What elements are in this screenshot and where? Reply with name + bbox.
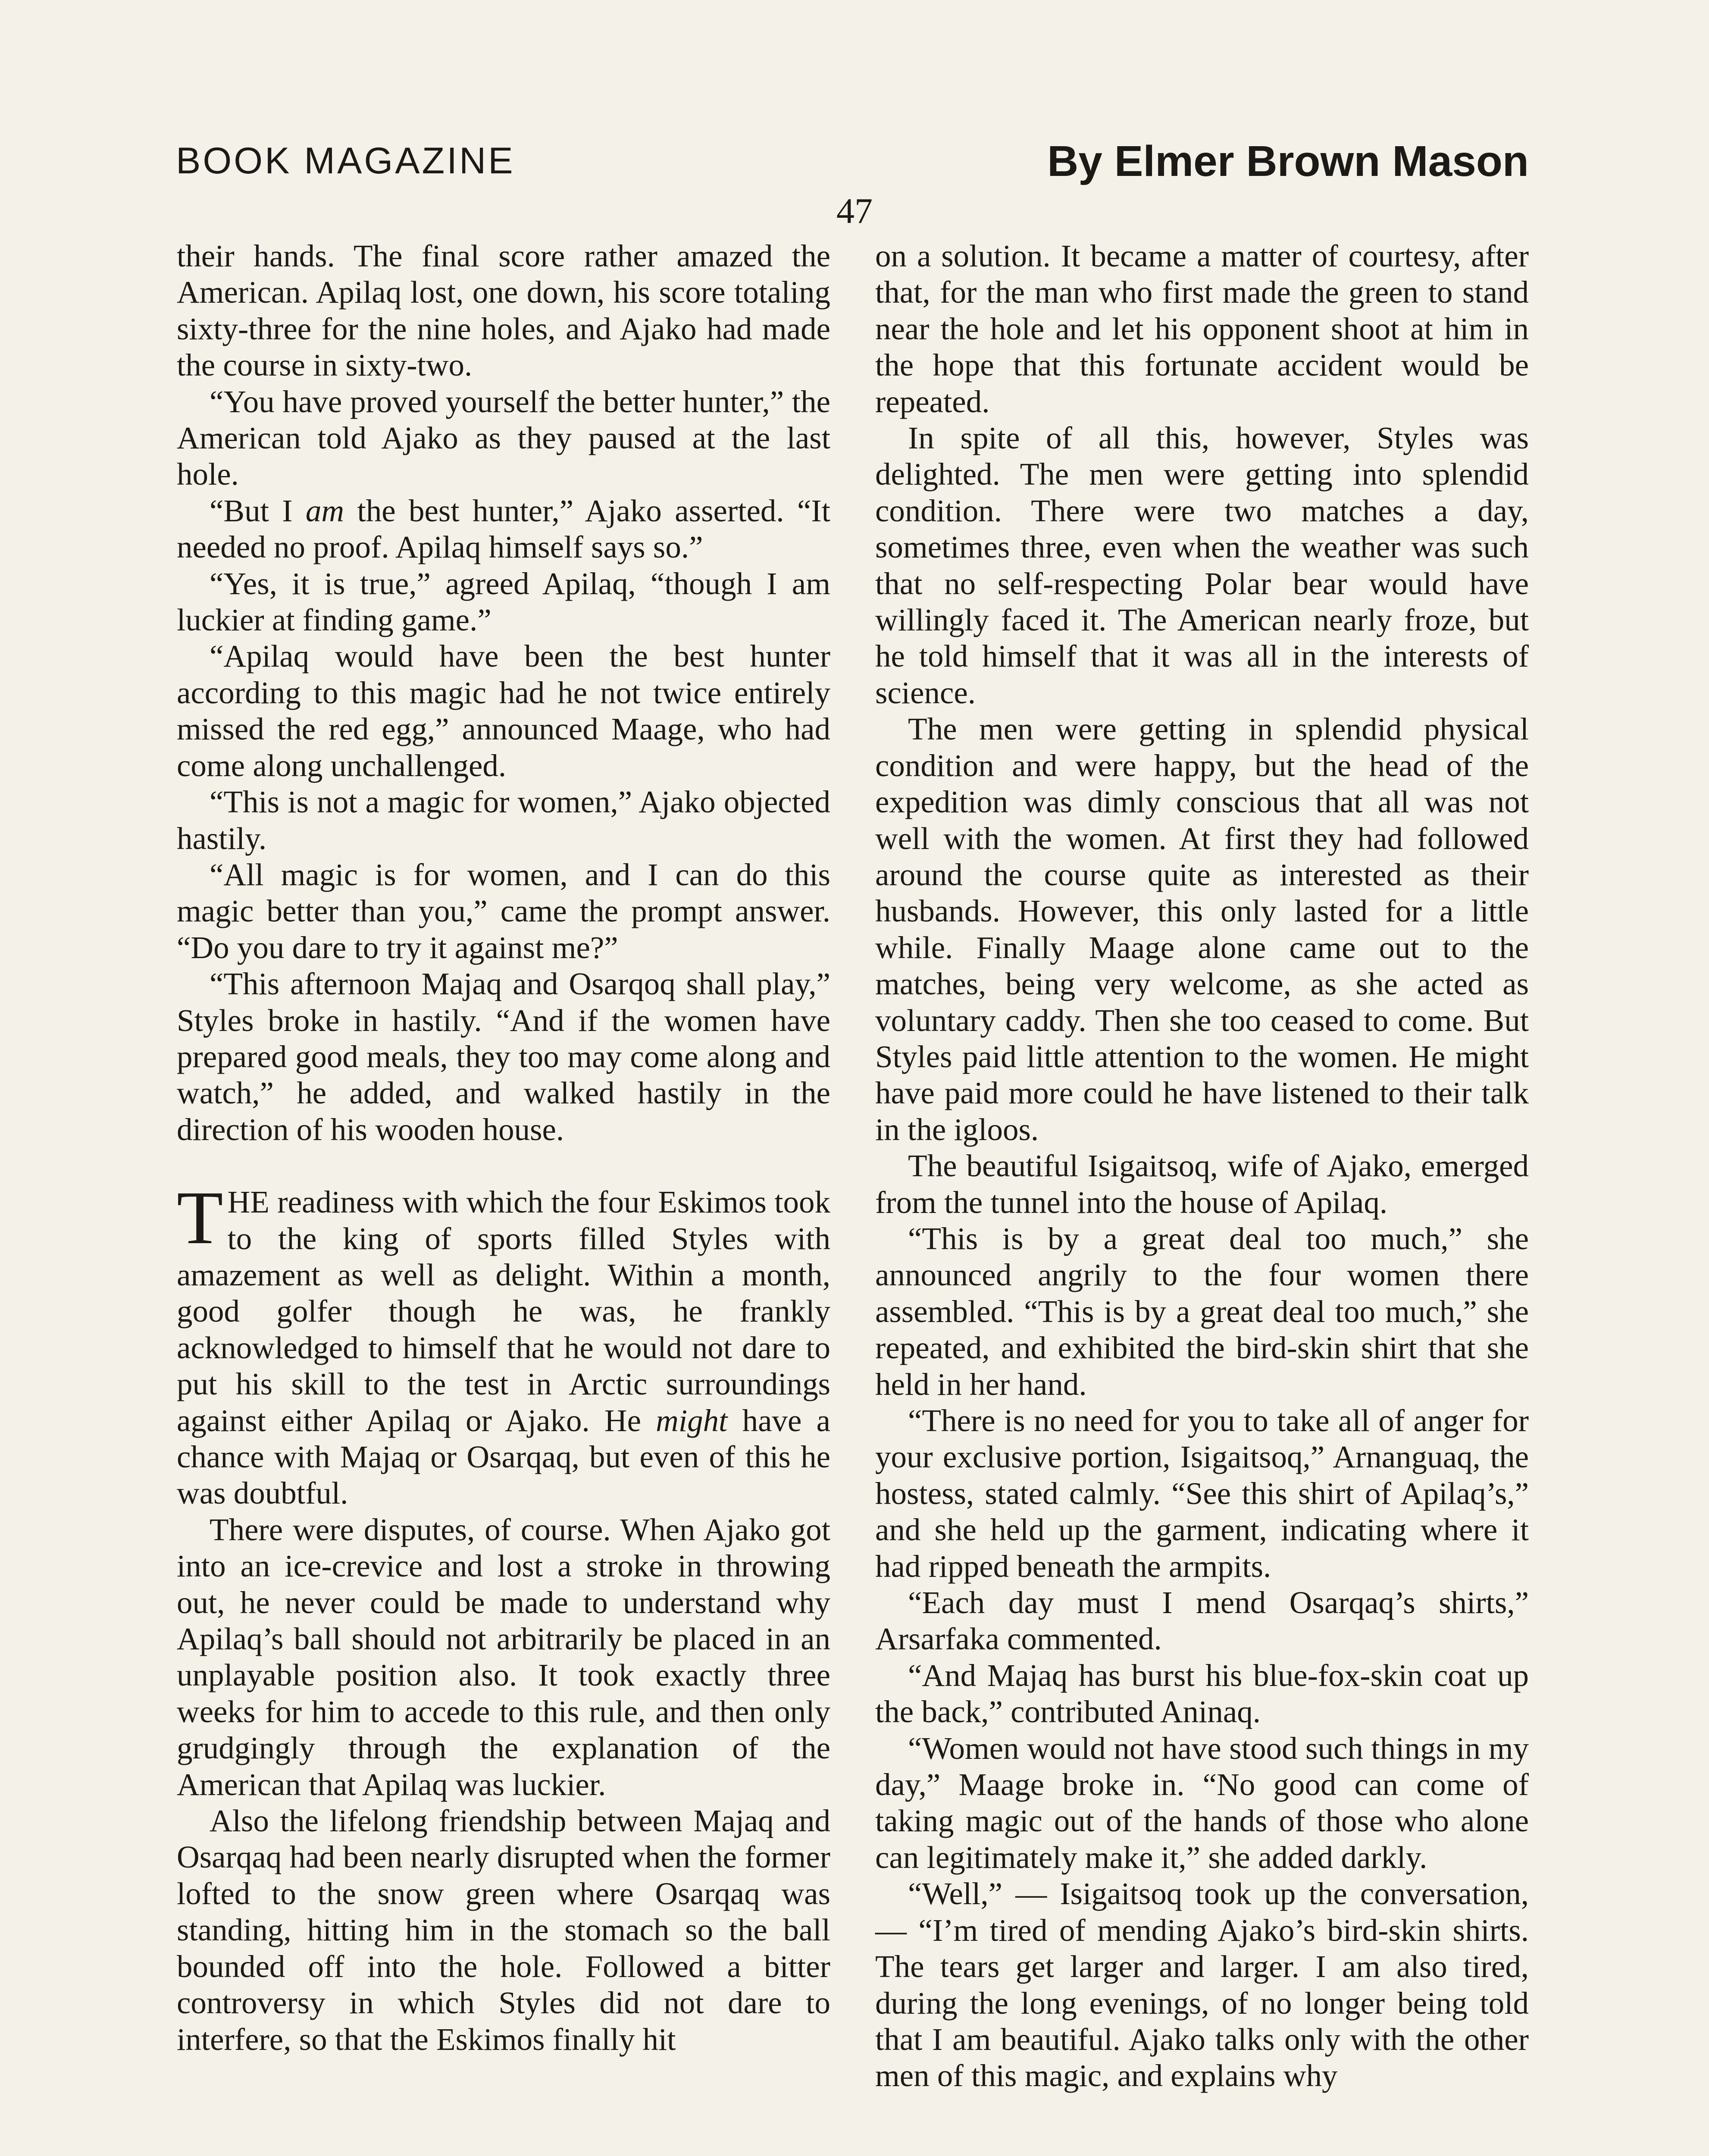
- paragraph: The beautiful Isigaitsoq, wife of Ajako, emerged from the tunnel into the house of Apilaq.: [875, 1148, 1529, 1220]
- drop-cap: T: [177, 1176, 223, 1260]
- page-number: 47: [836, 191, 873, 231]
- paragraph: The men were getting in splendid physical condition and were happy, but the head of the expedition was dimly conscious that all was not well with the women. At first they had followed around the course quite as interested as their husbands. However, this only lasted for a little while. Finally Maage alone came out to the matches, being very welcome, as she acted as voluntary caddy. Then she too ceased to come. But Styles paid little attention to the women. He might have paid more could he have listened to their talk in the igloos.: [875, 711, 1529, 1147]
- paragraph: “You have proved yourself the better hunter,” the American told Ajako as they paused at the last hole.: [177, 384, 830, 492]
- paragraph: “This is by a great deal too much,” she announced angrily to the four women there assembled. “This is by a great deal too much,” she repeated, and exhibited the bird-skin shirt that she held in her hand.: [875, 1221, 1529, 1402]
- paragraph: “This afternoon Majaq and Osarqoq shall play,” Styles broke in hastily. “And if the women have prepared good meals, they too may come along and watch,” he added, and walked hastily in the direction of his wooden house.: [177, 966, 830, 1147]
- paragraph: on a solution. It became a matter of courtesy, after that, for the man who first made the green to stand near the hole and let his opponent shoot at him in the hope that this fortunate accident would be repeated.: [875, 238, 1529, 419]
- paragraph: “Women would not have stood such things in my day,” Maage broke in. “No good can come of taking magic out of the hands of those who alone can legitimately make it,” she added darkly.: [875, 1730, 1529, 1875]
- paragraph: [177, 493, 830, 566]
- paragraph: “Apilaq would have been the best hunter according to this magic had he not twice entirely missed the red egg,” announced Maage, who had come along unchallenged.: [177, 639, 830, 783]
- paragraph: In spite of all this, however, Styles was delighted. The men were getting into splendid condition. There were two matches a day, sometimes three, even when the weather was such that no self-respecting Polar bear would have willingly faced it. The American nearly froze, but he told himself that it was all in the interests of science.: [875, 420, 1529, 710]
- author-byline: By Elmer Brown Mason: [1047, 137, 1529, 185]
- paragraph: Also the lifelong friendship between Majaq and Osarqaq had been nearly disrupted when the former lofted to the snow green where Osarqaq was standing, hitting him in the stomach so the ball bounded off into the hole. Followed a bitter controversy in which Styles did not dare to interfere, so that the Eskimos finally hit: [177, 1803, 830, 2057]
- text-run: “But I: [210, 493, 306, 528]
- paragraph: “Each day must I mend Osarqaq’s shirts,” Arsarfaka commented.: [875, 1585, 1529, 1657]
- paragraph: “Well,” — Isigaitsoq took up the conversation, — “I’m tired of mending Ajako’s bird-skin shirts. The tears get larger and larger. I am also tired, during the long evenings, of no longer being told that I am beautiful. Ajako talks only with the other men of this magic, and explains why: [875, 1876, 1529, 2093]
- publication-title: BOOK MAGAZINE: [176, 140, 515, 182]
- emphasis-text: am: [305, 493, 344, 528]
- right-column: [875, 238, 1529, 2094]
- paragraph: There were disputes, of course. When Ajako got into an ice-crevice and lost a stroke in throwing out, he never could be made to understand why Apilaq’s ball should not arbitrarily be placed in an unplayable position also. It took exactly three weeks for him to accede to this rule, and then only grudgingly through the explanation of the American that Apilaq was luckier.: [177, 1512, 830, 1802]
- text-run: HE readiness with which the four Eskimos took to the king of sports filled Styles with amazement as well as delight. Within a month, good golfer though he was, he frankly acknowledged to himself that he would not dare to put his skill to the test in Arctic surroundings against either Apilaq or Ajako. He: [177, 1185, 830, 1438]
- paragraph: “This is not a magic for women,” Ajako objected hastily.: [177, 784, 830, 856]
- text-run: have a chance with Majaq or Osarqaq, but even of this he was doubtful.: [177, 1403, 831, 1511]
- paragraph: “All magic is for women, and I can do this magic better than you,” came the prompt answer. “Do you dare to try it against me?”: [177, 857, 830, 965]
- text-run: the best hunter,” Ajako asserted. “It needed no proof. Apilaq himself says so.”: [177, 493, 830, 565]
- left-column: [177, 238, 830, 2058]
- section-opening-paragraph: [177, 1176, 831, 1512]
- paragraph: “There is no need for you to take all of anger for your exclusive portion, Isigaitsoq,” Arnanguaq, the hostess, stated calmly. “See this shirt of Apilaq’s,” and she held up the garment, indicating where it had ripped beneath the armpits.: [875, 1403, 1529, 1584]
- paragraph: “And Majaq has burst his blue-fox-skin coat up the back,” contributed Aninaq.: [875, 1658, 1529, 1730]
- paragraph: their hands. The final score rather amazed the American. Apilaq lost, one down, his score totaling sixty-three for the nine holes, and Ajako had made the course in sixty-two.: [177, 238, 830, 383]
- emphasis-text: might: [656, 1403, 728, 1438]
- paragraph: “Yes, it is true,” agreed Apilaq, “though I am luckier at finding game.”: [177, 566, 830, 638]
